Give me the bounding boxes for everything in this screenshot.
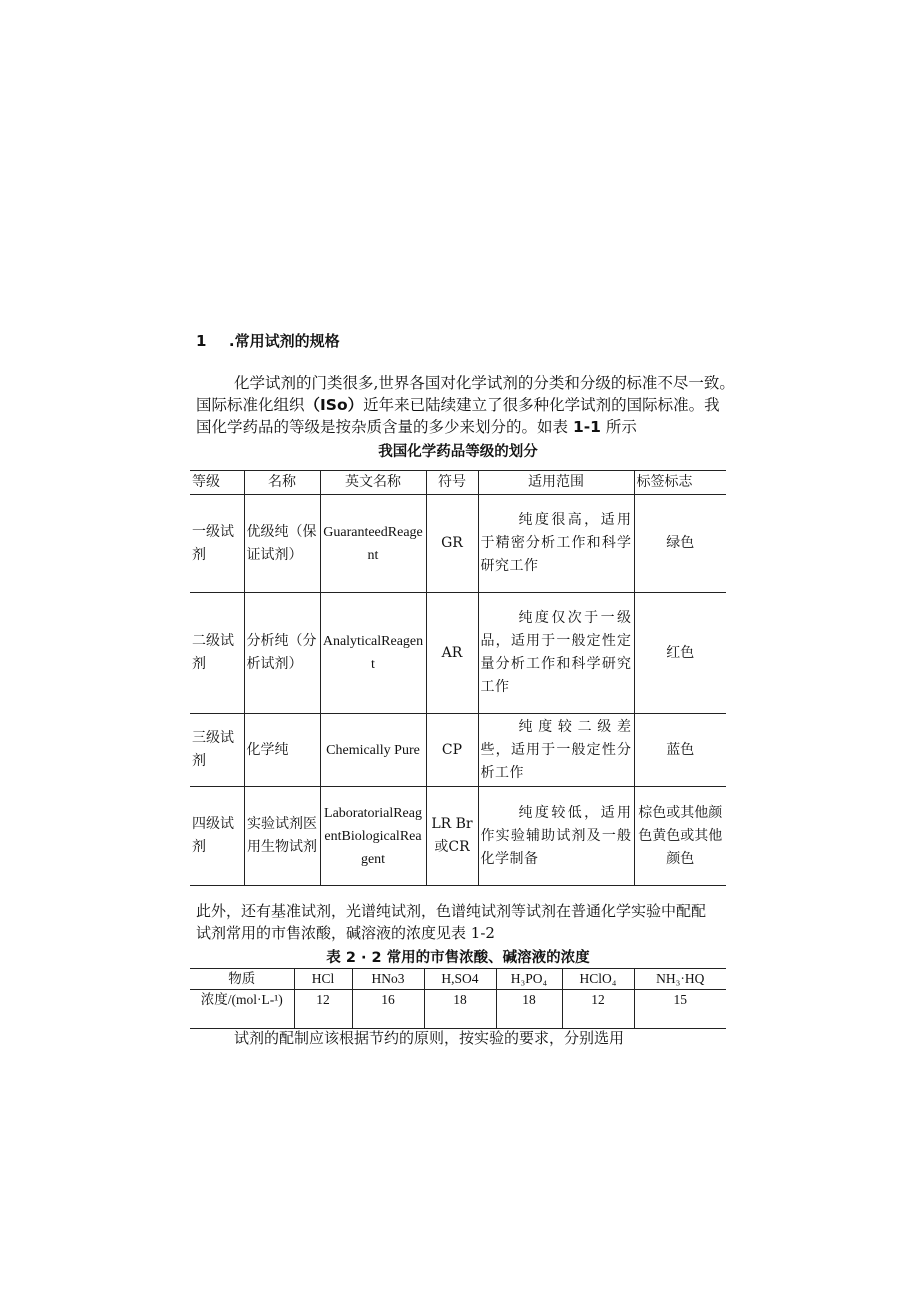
symbol-cell: AR <box>426 593 478 714</box>
name-cell: 化学纯 <box>244 714 320 787</box>
label-cell: 绿色 <box>634 495 726 593</box>
substance-header: 物质 <box>190 969 294 990</box>
intro-line-3-a: 国化学药品的等级是按杂质含量的多少来划分的。如表 <box>196 418 569 436</box>
name-cell: 实验试剂医用生物试剂 <box>244 787 320 886</box>
section-heading <box>196 330 340 351</box>
concentration-header: 浓度/(mol·L-¹) <box>190 990 294 1029</box>
scope-cell <box>478 495 634 593</box>
english-cell: GuaranteedReagent <box>320 495 426 593</box>
note-line-1: 此外，还有基准试剂，光谱纯试剂，色谱纯试剂等试剂在普通化学实验中配配 <box>196 902 707 920</box>
english-cell: Chemically Pure <box>320 714 426 787</box>
scope-text: 纯度仅次于一级品，适用于一般定性定量分析工作和科学研究工作 <box>480 610 632 695</box>
header-english: 英文名称 <box>320 471 426 495</box>
concentration-cell: 12 <box>562 990 634 1029</box>
label-cell: 红色 <box>634 593 726 714</box>
name-cell: 分析纯（分析试剂） <box>244 593 320 714</box>
header-symbol: 符号 <box>426 471 478 495</box>
concentration-cell: 12 <box>294 990 352 1029</box>
grade-cell: 三级试剂 <box>190 714 244 787</box>
table-row <box>190 593 726 714</box>
header-name: 名称 <box>244 471 320 495</box>
scope-cell <box>478 593 634 714</box>
name-cell: 优级纯（保证试剂） <box>244 495 320 593</box>
substance-cell: HClO₄ <box>562 969 634 990</box>
label-cell: 棕色或其他颜色黄色或其他颜色 <box>634 787 726 886</box>
section-title: .常用试剂的规格 <box>228 332 340 350</box>
symbol-cell: LR Br或CR <box>426 787 478 886</box>
scope-cell <box>478 787 634 886</box>
section-number: 1 <box>196 332 207 350</box>
scope-cell <box>478 714 634 787</box>
note-paragraph <box>196 900 744 944</box>
substance-cell: H,SO4 <box>424 969 496 990</box>
english-cell: LaboratorialReagentBiologicalReagent <box>320 787 426 886</box>
intro-paragraph <box>196 372 744 438</box>
symbol-cell: GR <box>426 495 478 593</box>
substance-cell: HNo3 <box>352 969 424 990</box>
scope-text: 纯度很高，适用于精密分析工作和科学研究工作 <box>480 512 632 574</box>
table1-caption: 我国化学药品等级的划分 <box>378 444 538 460</box>
concentration-cell: 15 <box>634 990 726 1029</box>
grade-table <box>190 470 726 886</box>
closing-paragraph <box>196 1027 744 1049</box>
table-row <box>190 787 726 886</box>
concentration-cell: 18 <box>496 990 562 1029</box>
intro-line-3-b: 所示 <box>605 418 637 436</box>
concentration-cell: 16 <box>352 990 424 1029</box>
header-scope: 适用范围 <box>478 471 634 495</box>
iso-label: （ISo） <box>304 396 364 414</box>
substance-row <box>190 969 726 990</box>
substance-cell: H₃PO₄ <box>496 969 562 990</box>
header-grade: 等级 <box>190 471 244 495</box>
concentration-cell: 18 <box>424 990 496 1029</box>
intro-line-2-b: 近年来已陆续建立了很多种化学试剂的国际标准。我 <box>363 396 720 414</box>
intro-line-2-a: 国际标准化组织 <box>196 396 305 414</box>
substance-cell: NH₃·HQ <box>634 969 726 990</box>
intro-line-2 <box>196 394 744 416</box>
substance-cell: HCl <box>294 969 352 990</box>
header-label: 标签标志 <box>634 471 726 495</box>
intro-line-1: 化学试剂的门类很多,世界各国对化学试剂的分类和分级的标准不尽一致。 <box>234 374 735 392</box>
concentration-table <box>190 968 726 1029</box>
intro-line-3 <box>196 416 744 438</box>
note-line-2: 试剂常用的市售浓酸，碱溶液的浓度见表 1-2 <box>196 924 495 942</box>
label-cell: 蓝色 <box>634 714 726 787</box>
table-header-row <box>190 471 726 495</box>
grade-cell: 一级试剂 <box>190 495 244 593</box>
scope-text: 纯度较二级差些，适用于一般定性分析工作 <box>480 718 632 781</box>
concentration-row <box>190 990 726 1029</box>
table2-caption: 表 2 · 2 常用的市售浓酸、碱溶液的浓度 <box>326 950 590 966</box>
symbol-cell: CP <box>426 714 478 787</box>
closing-line-1: 试剂的配制应该根据节约的原则，按实验的要求，分别选用 <box>234 1029 625 1047</box>
table-row <box>190 714 726 787</box>
english-cell: AnalyticalReagent <box>320 593 426 714</box>
grade-cell: 二级试剂 <box>190 593 244 714</box>
table-ref: 1-1 <box>572 418 601 436</box>
scope-text: 纯度较低，适用作实验辅助试剂及一般化学制备 <box>480 804 632 867</box>
table-row <box>190 495 726 593</box>
grade-cell: 四级试剂 <box>190 787 244 886</box>
